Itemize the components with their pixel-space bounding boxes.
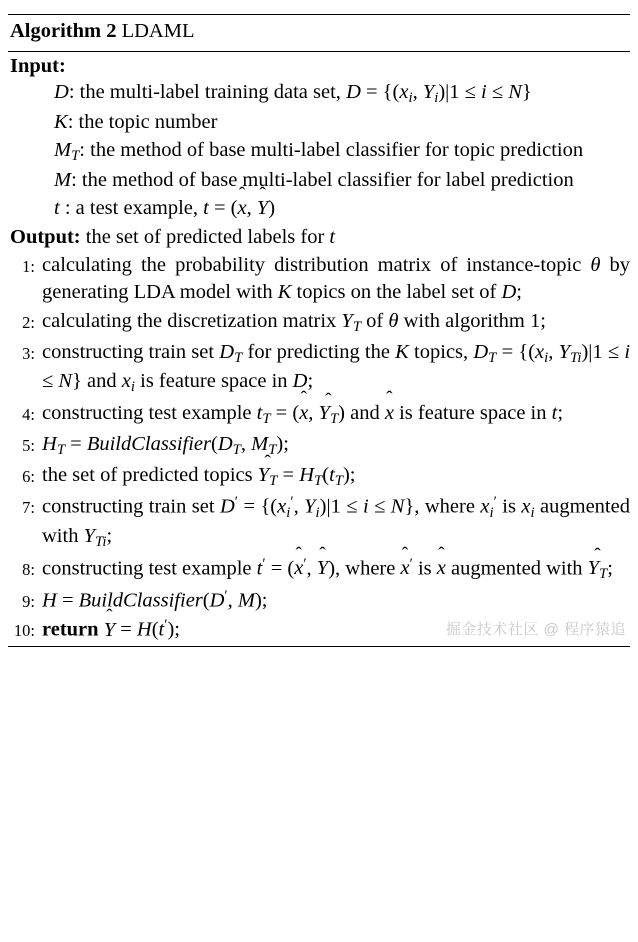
step-4 [8,400,630,429]
step-number: 3: [22,343,35,363]
step-7 [8,493,630,552]
algorithm-label: Algorithm 2 [10,20,117,42]
steps-list [8,252,630,643]
input-D: D: the multi-label training data set, $D = \{(x_i$, $Y_i)|1 \le i \le N$} [54,81,532,107]
step-text: calculating the discretization matrix $Y_T$ of θ with algorithm 1; [42,309,546,335]
step-text: return Y = H(t′); [42,616,181,641]
rule-bottom [8,646,630,647]
algorithm-name: LDAML [121,20,195,42]
step-text: calculating the probability distribution matrix of instance-topic θ by generating LDA model with K topics on the label set of D; [42,254,630,303]
step-number: 9: [22,591,35,611]
algorithm-block [0,14,638,647]
output-text: the set of predicted labels for [85,225,325,248]
step-text: constructing test example t′ = (x ′, Y ), where x ′ is x augmented with $Y_T$ ; [42,555,613,583]
step-number: 8: [22,559,35,579]
input-t: t : a test example, t = (x , Y ) [54,197,276,220]
input-MT: $M_T$: the method of base multi-label classifier for topic prediction [54,139,584,165]
step-number: 10: [13,620,35,640]
output-label: Output: [10,225,81,248]
input-M: M: the method of base multi-label classifier for label prediction [54,169,574,192]
step-text: constructing test example $t_T = (x$ , $Y_T$ ) and x is feature space in t; [42,401,564,427]
step-number: 2: [22,312,35,332]
algorithm-title [8,15,630,49]
step-text: constructing train set $D_T$ for predicting the K topics, $D_T = \{(x_i$, $Y_{Ti})|1 \le i \le N$} and $x_i$ is feature space in D; [42,340,631,396]
step-6 [8,462,630,491]
step-1 [8,252,630,305]
step-number: 6: [22,467,35,487]
step-number: 7: [22,498,35,518]
step-2 [8,308,630,337]
step-9 [8,587,630,614]
step-text: constructing train set $D' = \{(x_i'$, $Y_i)|1 \le i \le N$}, where $x_i'$ is $x_i$ augmented with $Y_{Ti}$; [42,494,630,551]
step-text: $H_T$ = $BuildClassifier(D_T$, $M_T$); [42,432,289,458]
step-number: 4: [22,404,35,424]
step-3 [8,339,630,398]
step-5 [8,431,630,460]
output-symbol: t [329,225,336,248]
output-line [8,223,630,251]
watermark-text: 掘金技术社区 @ 程序猿追 [445,621,626,639]
input-list [8,79,630,222]
input-label: Input: [10,54,66,77]
step-text: the set of predicted topics $Y_T$ = $H_T(t_T)$; [42,464,356,490]
step-8 [8,555,630,585]
step-number: 1: [22,257,35,277]
step-text: H = BuildClassifier(D′, M); [42,587,268,612]
step-number: 5: [22,435,35,455]
input-K: K: the topic number [54,111,218,134]
